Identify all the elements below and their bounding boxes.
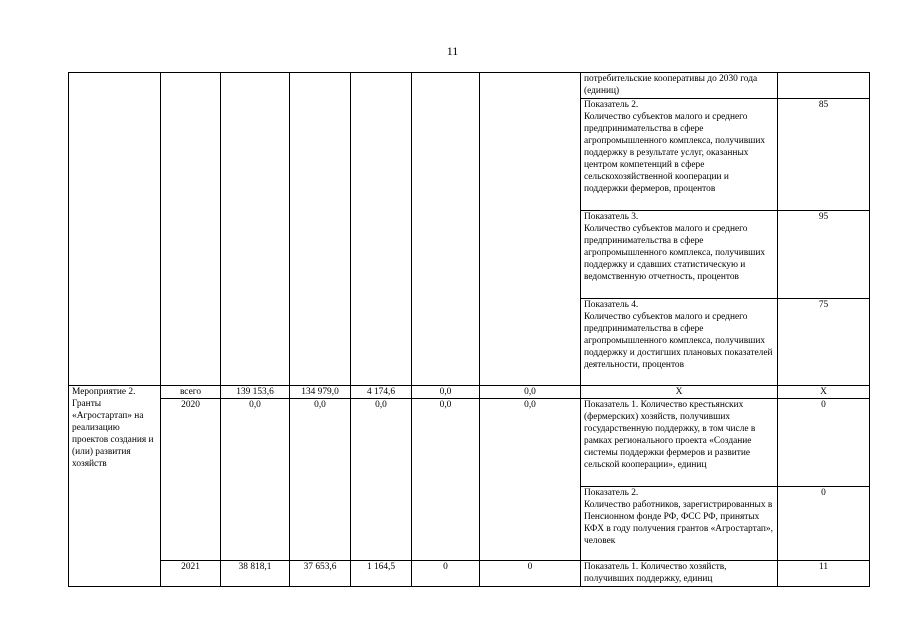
amount-cell: 0,0	[290, 399, 351, 561]
amount-cell: 134 979,0	[290, 386, 351, 399]
amount-cell: 37 653,6	[290, 561, 351, 587]
value-cell: 85	[778, 99, 870, 211]
indicator-cell: Показатель 1. Количество хозяйств, получивших поддержку, единиц	[581, 561, 778, 587]
empty-cell	[161, 73, 221, 386]
year-cell: 2021	[161, 561, 221, 587]
indicator-cell: X	[581, 386, 778, 399]
value-cell: X	[778, 386, 870, 399]
indicator-cell: Показатель 2. Количество работников, зарегистрированных в Пенсионном фонде РФ, ФСС РФ, принятых КФХ в году получения грантов «Агростартап», человек	[581, 487, 778, 561]
table-row	[69, 399, 870, 487]
amount-cell: 0,0	[351, 399, 412, 561]
empty-cell	[69, 73, 161, 386]
empty-cell	[412, 73, 480, 386]
page-number: 11	[446, 44, 459, 58]
amount-cell: 0,0	[412, 399, 480, 561]
amount-cell: 0,0	[412, 386, 480, 399]
table-row	[69, 73, 870, 99]
indicator-cell: потребительские кооперативы до 2030 года (единиц)	[581, 73, 778, 99]
empty-cell	[221, 73, 290, 386]
value-cell	[778, 73, 870, 99]
amount-cell: 38 818,1	[221, 561, 290, 587]
event-title-cell: Мероприятие 2. Гранты «Агростартап» на реализацию проектов создания и (или) развития хозяйств	[69, 386, 161, 587]
indicator-cell: Показатель 2. Количество субъектов малого и среднего предпринимательства в сфере агропромышленного комплекса, получивших поддержку в результате услуг, оказанных центром компетенций в сфере сельскохозяйственной кооперации и поддержки фермеров, процентов	[581, 99, 778, 211]
amount-cell: 0	[480, 561, 581, 587]
program-table	[68, 72, 870, 587]
empty-cell	[480, 73, 581, 386]
empty-cell	[290, 73, 351, 386]
indicator-cell: Показатель 3. Количество субъектов малого и среднего предпринимательства в сфере агропромышленного комплекса, получивших поддержку и сдавших статистическую и ведомственную отчетность, процентов	[581, 211, 778, 299]
amount-cell: 0,0	[480, 399, 581, 561]
amount-cell: 0,0	[480, 386, 581, 399]
indicator-cell: Показатель 4. Количество субъектов малого и среднего предпринимательства в сфере агропромышленного комплекса, получивших поддержку и достигших плановых показателей деятельности, процентов	[581, 299, 778, 386]
amount-cell: 4 174,6	[351, 386, 412, 399]
indicator-cell: Показатель 1. Количество крестьянских (фермерских) хозяйств, получивших государственную поддержку, в том числе в рамках регионального проекта «Создание системы поддержки фермеров и развитие сельской кооперации», единиц	[581, 399, 778, 487]
value-cell: 11	[778, 561, 870, 587]
empty-cell	[351, 73, 412, 386]
amount-cell: 139 153,6	[221, 386, 290, 399]
value-cell: 95	[778, 211, 870, 299]
table-row	[69, 386, 870, 399]
value-cell: 0	[778, 487, 870, 561]
value-cell: 75	[778, 299, 870, 386]
amount-cell: 0	[412, 561, 480, 587]
amount-cell: 1 164,5	[351, 561, 412, 587]
year-cell: всего	[161, 386, 221, 399]
amount-cell: 0,0	[221, 399, 290, 561]
table-row	[69, 561, 870, 587]
year-cell: 2020	[161, 399, 221, 561]
value-cell: 0	[778, 399, 870, 487]
